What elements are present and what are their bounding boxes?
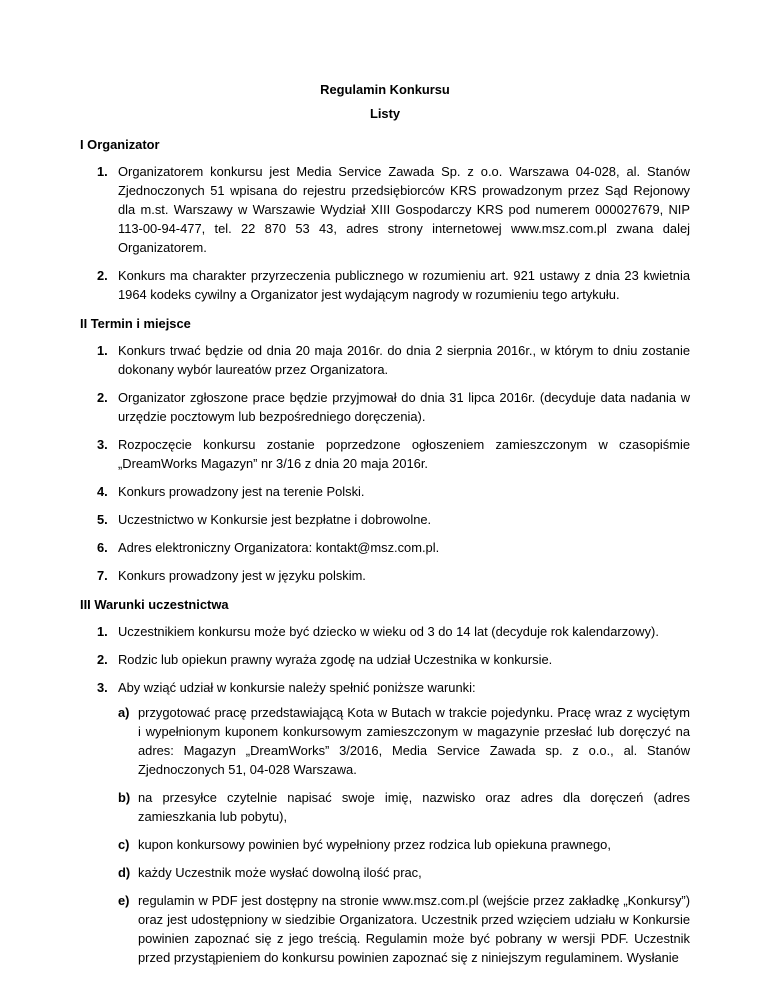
item-number: 6. — [97, 540, 108, 555]
list-item — [80, 482, 690, 501]
sub-list-item — [118, 891, 690, 967]
list-item — [80, 566, 690, 585]
item-number: 2. — [97, 268, 108, 283]
section-heading: III Warunki uczestnictwa — [80, 597, 229, 612]
section-warunki-uczestnictwa — [80, 595, 690, 967]
numbered-list — [80, 622, 690, 967]
numbered-list — [80, 162, 690, 304]
item-text: Konkurs prowadzony jest na terenie Polski. — [118, 484, 365, 499]
sub-list-item — [118, 703, 690, 779]
sub-item-text: każdy Uczestnik może wysłać dowolną ilość prac, — [138, 865, 422, 880]
list-item — [80, 388, 690, 426]
section-heading: I Organizator — [80, 137, 160, 152]
item-text: Aby wziąć udział w konkursie należy spełnić poniższe warunki: — [118, 680, 476, 695]
sub-list-item — [118, 863, 690, 882]
list-item — [80, 622, 690, 641]
list-item — [80, 538, 690, 557]
item-number: 4. — [97, 484, 108, 499]
item-text: Uczestnictwo w Konkursie jest bezpłatne i dobrowolne. — [118, 512, 432, 527]
item-number: 1. — [97, 164, 108, 179]
item-number: 2. — [97, 652, 108, 667]
item-letter: e) — [118, 893, 130, 908]
sub-item-text: regulamin w PDF jest dostępny na stronie www.msz.com.pl (wejście przez zakładkę „Konkursy”) oraz jest udostępniony w siedzibie Organizatora. Uczestnik przed wzięciem udziału w Konkursie powinien zapoznać się z jego treścią. Regulamin może być pobrany w wersji PDF. Uczestnik przed przystąpieniem do konkursu powinien zapoznać się z niniejszym regulaminem. Wysłanie — [138, 893, 690, 965]
item-text: Rodzic lub opiekun prawny wyraża zgodę na udział Uczestnika w konkursie. — [118, 652, 553, 667]
item-letter: a) — [118, 705, 130, 720]
list-item — [80, 678, 690, 967]
sub-item-text: kupon konkursowy powinien być wypełniony przez rodzica lub opiekuna prawnego, — [138, 837, 611, 852]
item-letter: c) — [118, 837, 130, 852]
item-text: Rozpoczęcie konkursu zostanie poprzedzone ogłoszeniem zamieszczonym w czasopiśmie „DreamWorks Magazyn” nr 3/16 z dnia 20 maja 2016r. — [118, 437, 690, 471]
list-item — [80, 162, 690, 257]
sub-list-item — [118, 835, 690, 854]
document-title: Regulamin Konkursu — [320, 82, 450, 97]
lettered-list — [118, 703, 690, 967]
item-number: 2. — [97, 390, 108, 405]
document-subtitle: Listy — [369, 106, 401, 121]
sub-item-text: przygotować pracę przedstawiającą Kota w Butach w trakcie pojedynku. Pracę wraz z wyciętym i wypełnionym kuponem konkursowym zamieszczonym w magazynie przesłać lub doręczyć na adres: Magazyn „DreamWorks” 3/2016, Media Service Zawada sp. z o.o., al. Stanów Zjednoczonych 51, 04-028 Warszawa. — [138, 705, 690, 777]
item-number: 1. — [97, 624, 108, 639]
item-text: Konkurs trwać będzie od dnia 20 maja 2016r. do dnia 2 sierpnia 2016r., w którym to dniu zostanie dokonany wybór laureatów przez Organizatora. — [118, 343, 690, 377]
list-item — [80, 266, 690, 304]
item-text: Konkurs ma charakter przyrzeczenia publicznego w rozumieniu art. 921 ustawy z dnia 23 kwietnia 1964 kodeks cywilny a Organizator jest wydającym nagrody w rozumieniu tego artykułu. — [118, 268, 690, 302]
item-text: Konkurs prowadzony jest w języku polskim. — [118, 568, 366, 583]
item-text: Uczestnikiem konkursu może być dziecko w wieku od 3 do 14 lat (decyduje rok kalendarzowy). — [118, 624, 659, 639]
item-text: Organizator zgłoszone prace będzie przyjmował do dnia 31 lipca 2016r. (decyduje data nadania w urzędzie pocztowym lub bezpośredniego doręczenia). — [118, 390, 690, 424]
item-letter: d) — [118, 865, 131, 880]
item-number: 3. — [97, 437, 108, 452]
item-number: 5. — [97, 512, 108, 527]
document-page — [80, 80, 690, 977]
item-letter: b) — [118, 790, 131, 805]
section-organizator — [80, 135, 690, 304]
sub-item-text: na przesyłce czytelnie napisać swoje imię, nazwisko oraz adres dla doręczeń (adres zamieszkania lub pobytu), — [138, 790, 690, 824]
item-number: 7. — [97, 568, 108, 583]
item-number: 3. — [97, 680, 108, 695]
item-text: Adres elektroniczny Organizatora: kontakt@msz.com.pl. — [118, 540, 440, 555]
list-item — [80, 650, 690, 669]
list-item — [80, 435, 690, 473]
list-item — [80, 341, 690, 379]
section-termin-i-miejsce — [80, 314, 690, 585]
item-text: Organizatorem konkursu jest Media Service Zawada Sp. z o.o. Warszawa 04-028, al. Stanów Zjednoczonych 51 wpisana do rejestru przedsiębiorców KRS prowadzonym przez Sąd Rejonowy dla m.st. Warszawy w Warszawie Wydział XIII Gospodarczy KRS pod numerem 000027679, NIP 113-00-94-477, tel. 22 870 53 43, adres strony internetowej www.msz.com.pl zwana dalej Organizatorem. — [118, 164, 690, 255]
list-item — [80, 510, 690, 529]
sub-list-item — [118, 788, 690, 826]
section-heading: II Termin i miejsce — [80, 316, 191, 331]
numbered-list — [80, 341, 690, 585]
item-number: 1. — [97, 343, 108, 358]
